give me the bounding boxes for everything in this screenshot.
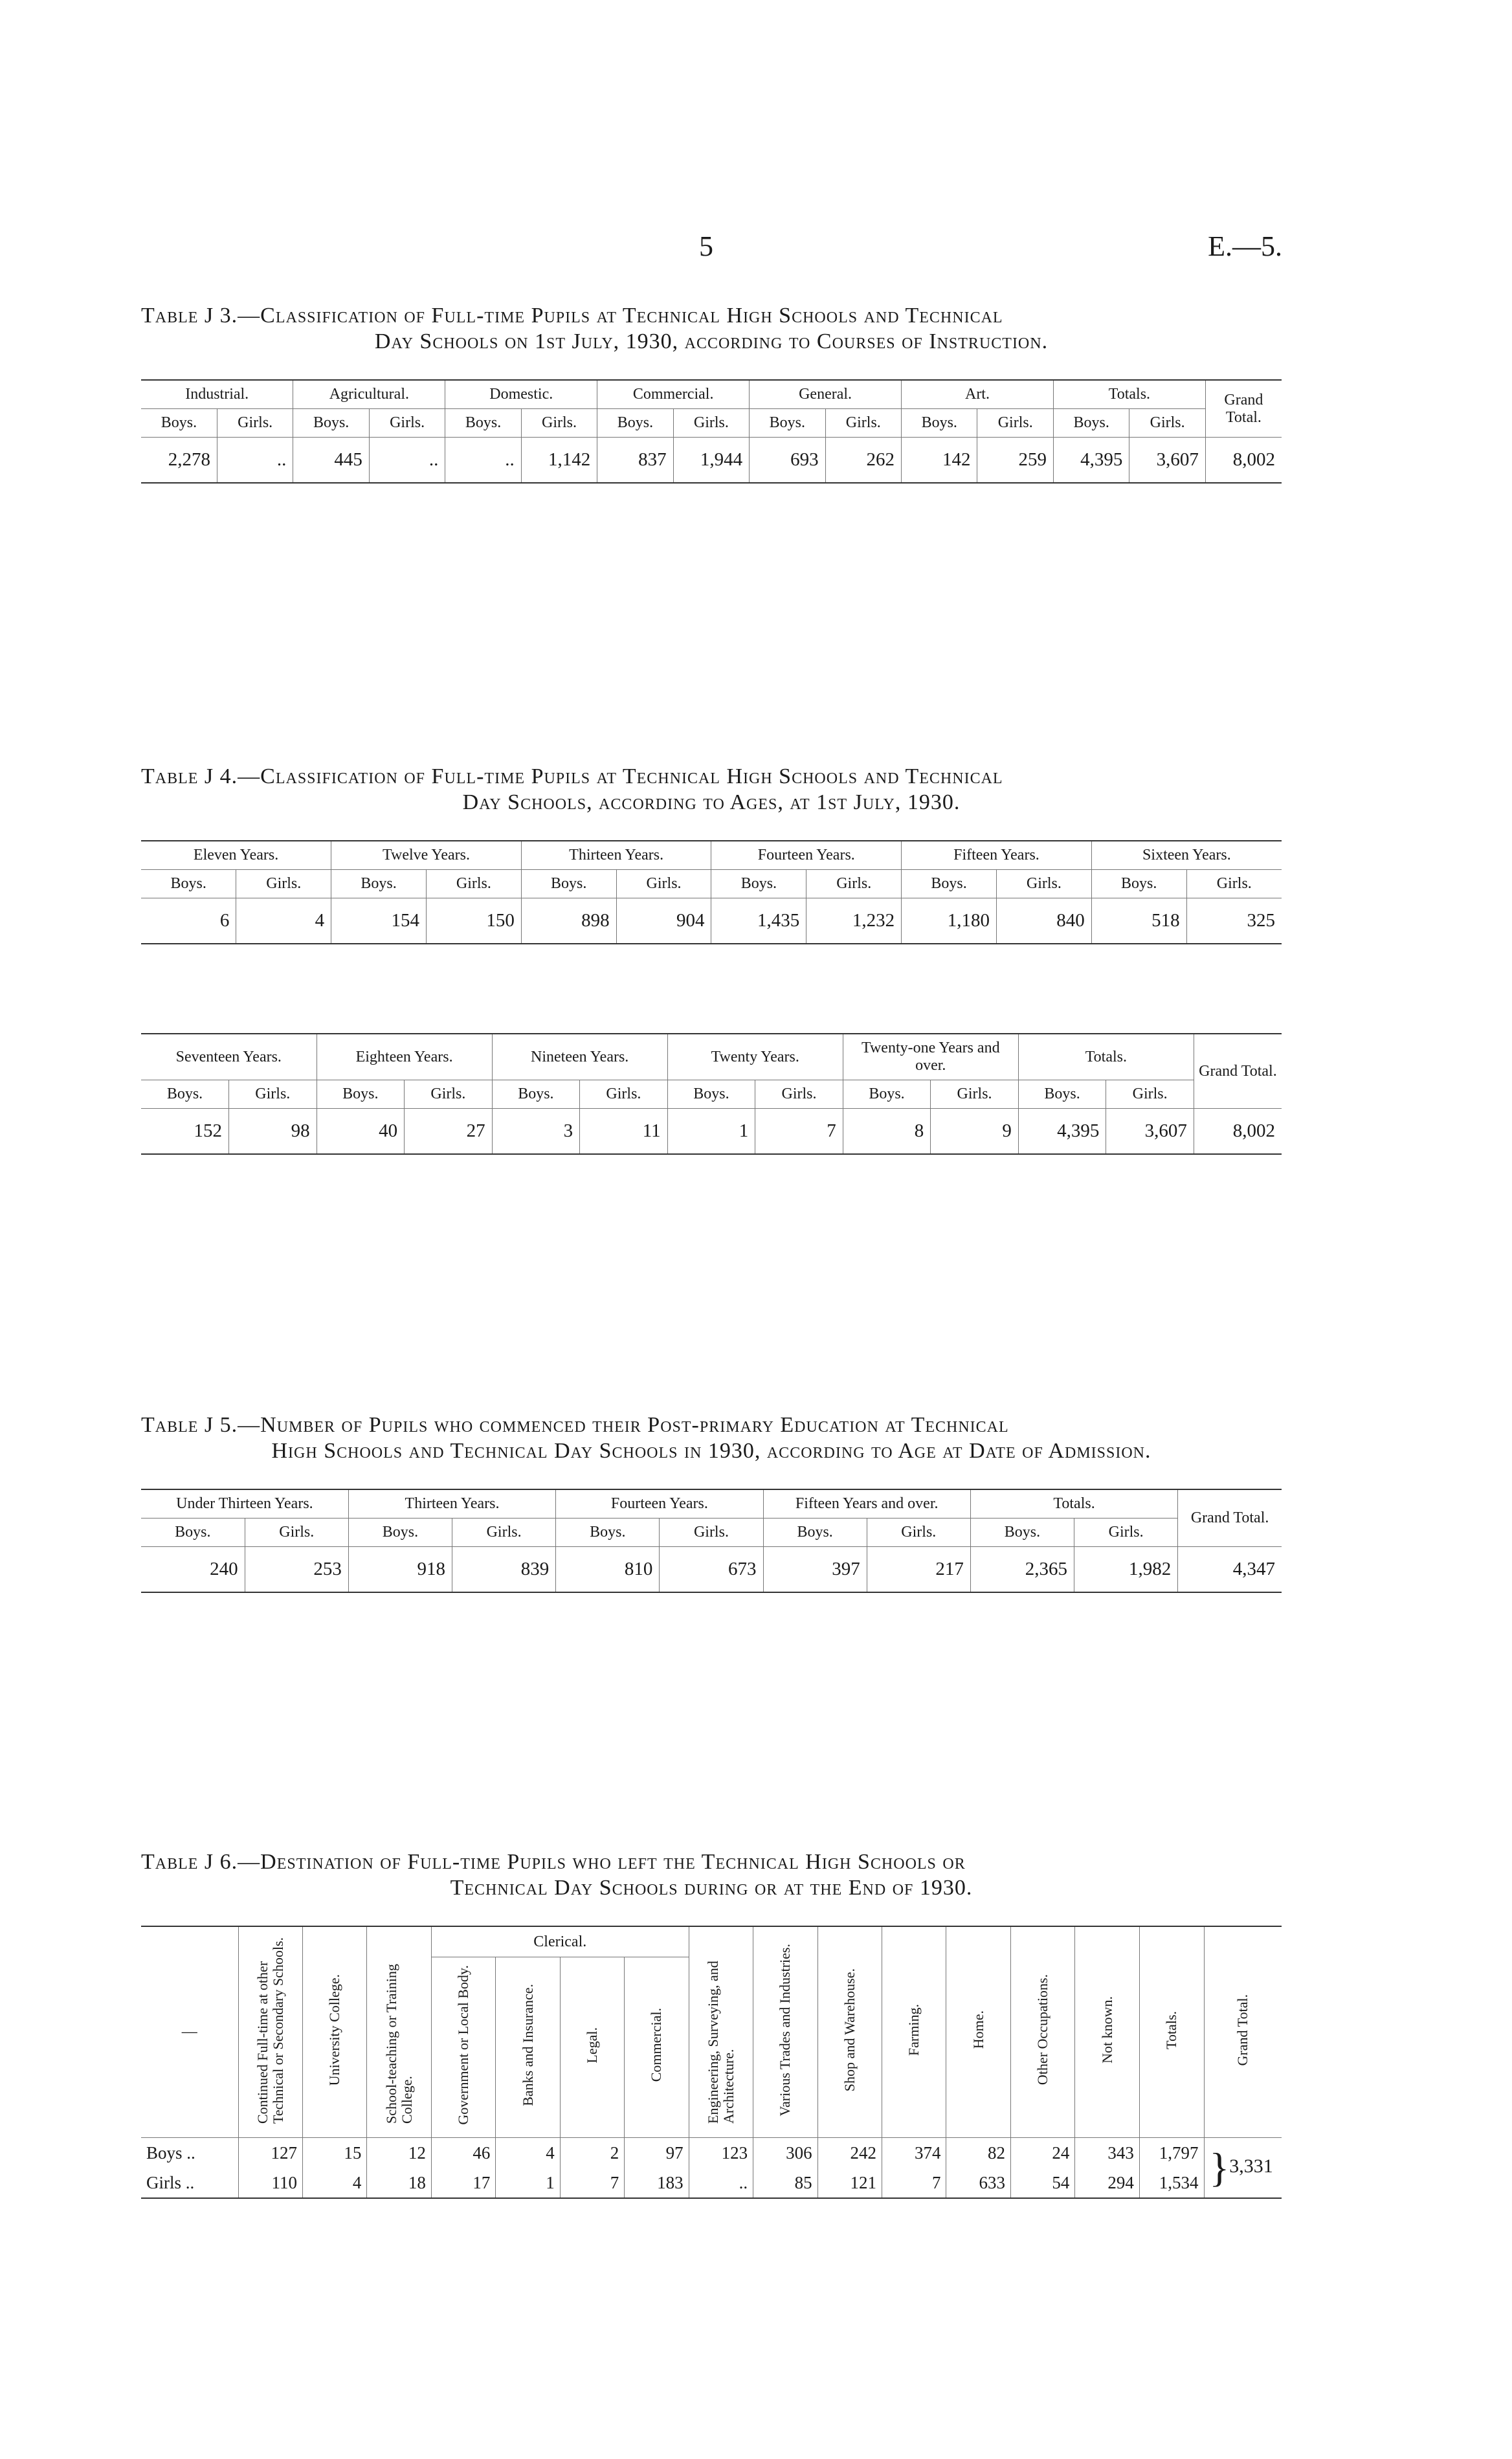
cell: 27 bbox=[405, 1109, 493, 1155]
cell: 839 bbox=[452, 1547, 556, 1593]
cell: 1,534 bbox=[1139, 2168, 1204, 2198]
cell: 24 bbox=[1010, 2138, 1074, 2168]
cell: 1 bbox=[496, 2168, 560, 2198]
grand-total-cell bbox=[1204, 2138, 1282, 2199]
table-j6 bbox=[141, 1926, 1282, 2199]
cell: 142 bbox=[902, 438, 977, 484]
cell: 123 bbox=[689, 2138, 753, 2168]
cell: 673 bbox=[660, 1547, 763, 1593]
cell: 183 bbox=[625, 2168, 689, 2198]
boys-header: Boys. bbox=[141, 1519, 245, 1547]
table-j3-caption bbox=[141, 303, 1282, 355]
table-row bbox=[141, 898, 1282, 944]
cell: 4 bbox=[302, 2168, 366, 2198]
cell: 693 bbox=[750, 438, 825, 484]
cell: .. bbox=[445, 438, 521, 484]
grand-total-value: 3,331 bbox=[1229, 2155, 1273, 2177]
cell: 97 bbox=[625, 2138, 689, 2168]
cell: 240 bbox=[141, 1547, 245, 1593]
girls-header: Girls. bbox=[660, 1519, 763, 1547]
group-header: Twenty-one Years and over. bbox=[843, 1034, 1018, 1080]
group-header: Agricultural. bbox=[293, 380, 445, 409]
grand-total-header: Grand Total. bbox=[1194, 1034, 1282, 1109]
girls-header: Girls. bbox=[1106, 1080, 1194, 1109]
cell: 898 bbox=[521, 898, 616, 944]
cell: 46 bbox=[431, 2138, 495, 2168]
girls-header: Girls. bbox=[217, 409, 293, 438]
caption-line-2: Day Schools, according to Ages, at 1st July, 1930. bbox=[462, 790, 961, 814]
cell: 397 bbox=[763, 1547, 867, 1593]
cell: 2,365 bbox=[970, 1547, 1074, 1593]
group-header: Commercial. bbox=[597, 380, 750, 409]
table-j4-part-a bbox=[141, 840, 1282, 944]
table-row bbox=[141, 1547, 1282, 1593]
girls-header: Girls. bbox=[229, 1080, 317, 1109]
cell: 837 bbox=[597, 438, 673, 484]
group-header: Under Thirteen Years. bbox=[141, 1489, 348, 1519]
column-header: Shop and Warehouse. bbox=[817, 1926, 882, 2138]
cell: 4 bbox=[496, 2138, 560, 2168]
table-j5 bbox=[141, 1489, 1282, 1593]
column-header: Banks and Insurance. bbox=[496, 1957, 560, 2138]
table-j4-part-b bbox=[141, 1033, 1282, 1155]
caption-line-1: Table J 5.—Number of Pupils who commenced their Post-primary Education at Technical bbox=[141, 1413, 1009, 1437]
column-header: Farming. bbox=[882, 1926, 946, 2138]
boys-header: Boys. bbox=[763, 1519, 867, 1547]
page-reference: E.—5. bbox=[1208, 230, 1282, 262]
girls-header: Girls. bbox=[996, 870, 1091, 898]
cell: 82 bbox=[946, 2138, 1010, 2168]
cell: 242 bbox=[817, 2138, 882, 2168]
cell: 217 bbox=[867, 1547, 970, 1593]
cell: 918 bbox=[348, 1547, 452, 1593]
boys-header: Boys. bbox=[970, 1519, 1074, 1547]
cell: 810 bbox=[556, 1547, 660, 1593]
boys-header: Boys. bbox=[492, 1080, 580, 1109]
girls-header: Girls. bbox=[452, 1519, 556, 1547]
row-label: Girls .. bbox=[141, 2168, 238, 2198]
cell: 3,607 bbox=[1106, 1109, 1194, 1155]
girls-header: Girls. bbox=[426, 870, 521, 898]
column-header: School-teaching or Training College. bbox=[367, 1926, 431, 2138]
stub-header: — bbox=[141, 1926, 238, 2138]
column-header: Grand Total. bbox=[1204, 1926, 1282, 2138]
cell: 306 bbox=[753, 2138, 817, 2168]
group-header: Totals. bbox=[1053, 380, 1205, 409]
table-j6-caption bbox=[141, 1849, 1282, 1901]
cell: 1,180 bbox=[902, 898, 997, 944]
boys-header: Boys. bbox=[445, 409, 521, 438]
cell: 85 bbox=[753, 2168, 817, 2198]
girls-header: Girls. bbox=[236, 870, 331, 898]
cell: 150 bbox=[426, 898, 521, 944]
group-header: Industrial. bbox=[141, 380, 293, 409]
boys-header: Boys. bbox=[711, 870, 806, 898]
column-header: Engineering, Surveying, and Architecture. bbox=[689, 1926, 753, 2138]
caption-line-1: Table J 4.—Classification of Full-time Pupils at Technical High Schools and Technical bbox=[141, 764, 1003, 788]
cell: 54 bbox=[1010, 2168, 1074, 2198]
cell: 1,944 bbox=[673, 438, 749, 484]
girls-header: Girls. bbox=[521, 409, 597, 438]
group-header: Thirteen Years. bbox=[348, 1489, 555, 1519]
cell: 633 bbox=[946, 2168, 1010, 2198]
girls-header: Girls. bbox=[405, 1080, 493, 1109]
caption-line-2: Technical Day Schools during or at the End of 1930. bbox=[450, 1876, 973, 1900]
girls-header: Girls. bbox=[245, 1519, 348, 1547]
table-row bbox=[141, 2138, 1282, 2168]
row-label: Boys .. bbox=[141, 2138, 238, 2168]
group-header: Nineteen Years. bbox=[492, 1034, 667, 1080]
cell: 253 bbox=[245, 1547, 348, 1593]
caption-line-2: High Schools and Technical Day Schools in 1930, according to Age at Date of Admission. bbox=[271, 1439, 1151, 1463]
group-header: Totals. bbox=[1018, 1034, 1194, 1080]
cell: 9 bbox=[931, 1109, 1019, 1155]
cell: 325 bbox=[1186, 898, 1282, 944]
cell: 4,347 bbox=[1178, 1547, 1282, 1593]
cell: 12 bbox=[367, 2138, 431, 2168]
page-number: 5 bbox=[699, 230, 713, 262]
cell: 259 bbox=[977, 438, 1053, 484]
boys-header: Boys. bbox=[597, 409, 673, 438]
cell: 343 bbox=[1075, 2138, 1139, 2168]
group-header: Twenty Years. bbox=[667, 1034, 843, 1080]
cell: 110 bbox=[238, 2168, 302, 2198]
table-j4-caption bbox=[141, 764, 1282, 816]
cell: 445 bbox=[293, 438, 369, 484]
group-header: Totals. bbox=[970, 1489, 1177, 1519]
girls-header: Girls. bbox=[580, 1080, 668, 1109]
brace: } bbox=[1209, 2144, 1230, 2190]
girls-header: Girls. bbox=[806, 870, 902, 898]
cell: 17 bbox=[431, 2168, 495, 2198]
boys-header: Boys. bbox=[141, 1080, 229, 1109]
boys-header: Boys. bbox=[667, 1080, 755, 1109]
boys-header: Boys. bbox=[141, 870, 236, 898]
girls-header: Girls. bbox=[1074, 1519, 1178, 1547]
girls-header: Girls. bbox=[369, 409, 445, 438]
table-row bbox=[141, 2168, 1282, 2198]
boys-header: Boys. bbox=[317, 1080, 405, 1109]
boys-header: Boys. bbox=[556, 1519, 660, 1547]
table-row bbox=[141, 438, 1282, 484]
column-header: Totals. bbox=[1139, 1926, 1204, 2138]
cell: 4,395 bbox=[1018, 1109, 1106, 1155]
group-header: General. bbox=[750, 380, 902, 409]
boys-header: Boys. bbox=[141, 409, 217, 438]
girls-header: Girls. bbox=[1129, 409, 1205, 438]
girls-header: Girls. bbox=[867, 1519, 970, 1547]
cell: 7 bbox=[560, 2168, 624, 2198]
group-header: Fifteen Years and over. bbox=[763, 1489, 970, 1519]
clerical-group-header: Clerical. bbox=[431, 1926, 689, 1957]
girls-header: Girls. bbox=[1186, 870, 1282, 898]
cell: 1,142 bbox=[521, 438, 597, 484]
column-header: Other Occupations. bbox=[1010, 1926, 1074, 2138]
group-header: Twelve Years. bbox=[331, 841, 522, 870]
cell: 98 bbox=[229, 1109, 317, 1155]
boys-header: Boys. bbox=[1018, 1080, 1106, 1109]
cell: .. bbox=[369, 438, 445, 484]
cell: 6 bbox=[141, 898, 236, 944]
column-header: Legal. bbox=[560, 1957, 624, 2138]
cell: 1,982 bbox=[1074, 1547, 1178, 1593]
cell: 2,278 bbox=[141, 438, 217, 484]
cell: .. bbox=[217, 438, 293, 484]
cell: 121 bbox=[817, 2168, 882, 2198]
column-header: Government or Local Body. bbox=[431, 1957, 495, 2138]
girls-header: Girls. bbox=[755, 1080, 843, 1109]
cell: 127 bbox=[238, 2138, 302, 2168]
column-header: University College. bbox=[302, 1926, 366, 2138]
boys-header: Boys. bbox=[750, 409, 825, 438]
girls-header: Girls. bbox=[977, 409, 1053, 438]
boys-header: Boys. bbox=[1091, 870, 1186, 898]
table-j3 bbox=[141, 379, 1282, 484]
caption-line-1: Table J 6.—Destination of Full-time Pupils who left the Technical High Schools or bbox=[141, 1850, 966, 1874]
cell: 8,002 bbox=[1194, 1109, 1282, 1155]
cell: 294 bbox=[1075, 2168, 1139, 2198]
grand-total-header: Grand Total. bbox=[1205, 380, 1282, 438]
group-header: Thirteen Years. bbox=[521, 841, 711, 870]
group-header: Fourteen Years. bbox=[556, 1489, 763, 1519]
caption-line-1: Table J 3.—Classification of Full-time Pupils at Technical High Schools and Technical bbox=[141, 304, 1003, 328]
boys-header: Boys. bbox=[521, 870, 616, 898]
cell: .. bbox=[689, 2168, 753, 2198]
group-header: Seventeen Years. bbox=[141, 1034, 317, 1080]
group-header: Fourteen Years. bbox=[711, 841, 902, 870]
cell: 518 bbox=[1091, 898, 1186, 944]
cell: 3,607 bbox=[1129, 438, 1205, 484]
boys-header: Boys. bbox=[1053, 409, 1129, 438]
cell: 1,797 bbox=[1139, 2138, 1204, 2168]
group-header: Eighteen Years. bbox=[317, 1034, 492, 1080]
boys-header: Boys. bbox=[843, 1080, 931, 1109]
boys-header: Boys. bbox=[348, 1519, 452, 1547]
column-header: Home. bbox=[946, 1926, 1010, 2138]
cell: 1,435 bbox=[711, 898, 806, 944]
cell: 15 bbox=[302, 2138, 366, 2168]
girls-header: Girls. bbox=[616, 870, 711, 898]
table-j5-caption bbox=[141, 1412, 1282, 1464]
cell: 2 bbox=[560, 2138, 624, 2168]
cell: 8,002 bbox=[1205, 438, 1282, 484]
cell: 262 bbox=[825, 438, 901, 484]
boys-header: Boys. bbox=[293, 409, 369, 438]
boys-header: Boys. bbox=[902, 409, 977, 438]
cell: 904 bbox=[616, 898, 711, 944]
cell: 1,232 bbox=[806, 898, 902, 944]
cell: 4 bbox=[236, 898, 331, 944]
column-header: Commercial. bbox=[625, 1957, 689, 2138]
cell: 11 bbox=[580, 1109, 668, 1155]
cell: 7 bbox=[755, 1109, 843, 1155]
group-header: Domestic. bbox=[445, 380, 597, 409]
group-header: Fifteen Years. bbox=[902, 841, 1092, 870]
group-header: Sixteen Years. bbox=[1091, 841, 1282, 870]
caption-line-2: Day Schools on 1st July, 1930, according to Courses of Instruction. bbox=[374, 329, 1049, 353]
column-header: Not known. bbox=[1075, 1926, 1139, 2138]
cell: 152 bbox=[141, 1109, 229, 1155]
table-row bbox=[141, 1109, 1282, 1155]
girls-header: Girls. bbox=[673, 409, 749, 438]
cell: 4,395 bbox=[1053, 438, 1129, 484]
cell: 18 bbox=[367, 2168, 431, 2198]
girls-header: Girls. bbox=[931, 1080, 1019, 1109]
cell: 8 bbox=[843, 1109, 931, 1155]
column-header: Various Trades and Industries. bbox=[753, 1926, 817, 2138]
cell: 154 bbox=[331, 898, 427, 944]
boys-header: Boys. bbox=[331, 870, 427, 898]
grand-total-header: Grand Total. bbox=[1178, 1489, 1282, 1547]
cell: 3 bbox=[492, 1109, 580, 1155]
cell: 40 bbox=[317, 1109, 405, 1155]
column-header: Continued Full-time at other Technical or Secondary Schools. bbox=[238, 1926, 302, 2138]
boys-header: Boys. bbox=[902, 870, 997, 898]
cell: 840 bbox=[996, 898, 1091, 944]
girls-header: Girls. bbox=[825, 409, 901, 438]
group-header: Eleven Years. bbox=[141, 841, 331, 870]
cell: 7 bbox=[882, 2168, 946, 2198]
cell: 1 bbox=[667, 1109, 755, 1155]
cell: 374 bbox=[882, 2138, 946, 2168]
group-header: Art. bbox=[902, 380, 1054, 409]
